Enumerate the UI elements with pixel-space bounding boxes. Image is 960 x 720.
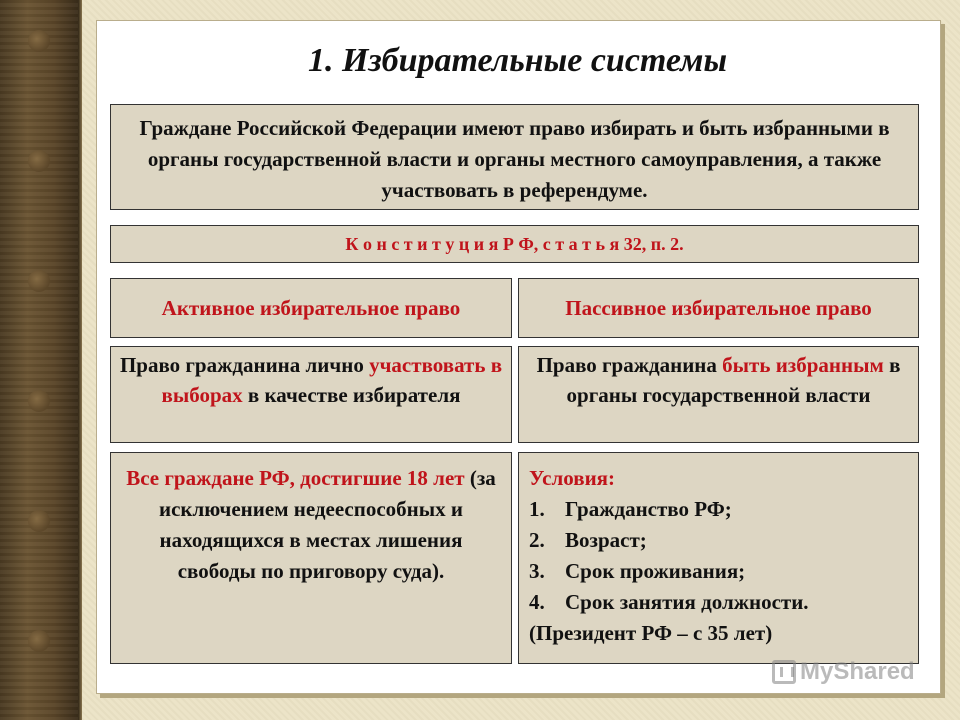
decorative-border-strip <box>0 0 78 720</box>
list-item <box>529 494 908 525</box>
passive-right-conditions <box>518 452 919 664</box>
definition-text: в качестве избирателя <box>247 383 461 407</box>
intro-text-box: Граждане Российской Федерации имеют право избирать и быть избранными в органы государственной власти и органы местного самоуправления, а также участвовать в референдуме. <box>110 104 919 210</box>
ornament-icon <box>28 270 50 292</box>
conditions-note: (Президент РФ – с 35 лет) <box>529 621 773 645</box>
eligibility-text: (за исключением недееспособных и находящихся в местах лишения свободы по приговору суда). <box>158 466 496 583</box>
list-text: Срок проживания; <box>565 559 746 583</box>
definition-text: в органы государственной власти <box>566 353 901 407</box>
watermark-text: MyShared <box>800 658 915 685</box>
definition-text: Право гражданина <box>536 353 717 377</box>
list-item <box>529 556 908 587</box>
myshared-logo-icon <box>772 660 796 684</box>
highlighted-text: Все граждане РФ, достигшие 18 лет <box>126 466 465 490</box>
list-text: Срок занятия должности. <box>565 590 809 614</box>
list-number: 4. <box>529 590 545 614</box>
highlighted-text: быть избранным <box>722 353 884 377</box>
list-text: Возраст; <box>565 528 647 552</box>
conditions-list <box>529 494 908 618</box>
ornament-icon <box>28 510 50 532</box>
ornament-icon <box>28 630 50 652</box>
passive-right-heading: Пассивное избирательное право <box>518 278 919 338</box>
watermark <box>772 658 915 686</box>
list-number: 2. <box>529 528 545 552</box>
active-right-heading: Активное избирательное право <box>110 278 512 338</box>
list-number: 3. <box>529 559 545 583</box>
constitution-reference: К о н с т и т у ц и я Р Ф, с т а т ь я 32, п. 2. <box>110 225 919 263</box>
list-text: Гражданство РФ; <box>565 497 732 521</box>
list-item <box>529 587 908 618</box>
slide-title: 1. Избирательные системы <box>307 42 728 79</box>
list-number: 1. <box>529 497 545 521</box>
list-item <box>529 525 908 556</box>
conditions-title: Условия: <box>529 466 616 490</box>
active-right-eligibility <box>110 452 512 664</box>
ornament-icon <box>28 30 50 52</box>
passive-right-definition <box>518 346 919 443</box>
ornament-icon <box>28 390 50 412</box>
definition-text: Право гражданина лично <box>119 353 364 377</box>
ornament-icon <box>28 150 50 172</box>
highlighted-text: участвовать в выборах <box>161 353 503 407</box>
active-right-definition <box>110 346 512 443</box>
